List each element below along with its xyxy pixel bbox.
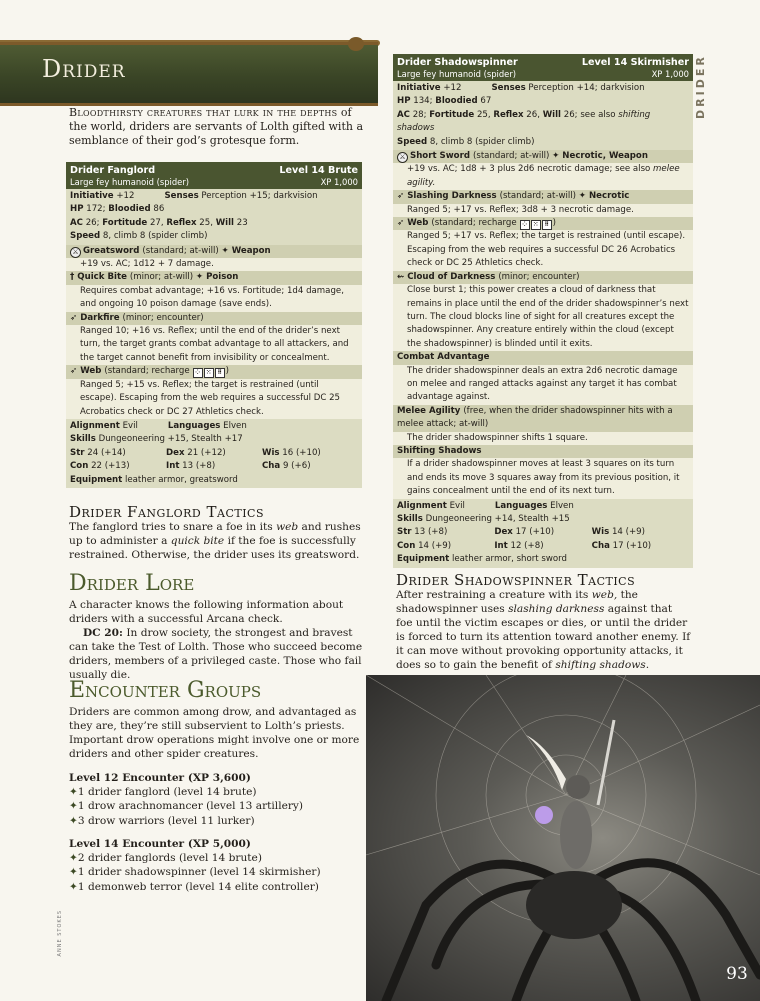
text: the shadowspinner uses: [396, 589, 638, 615]
languages-value: Elven: [223, 420, 247, 431]
con-label: Con: [397, 540, 416, 551]
die-5-icon: ⁙: [531, 220, 541, 230]
wis-label: Wis: [591, 527, 610, 538]
will-label: Will: [215, 217, 235, 228]
ref-value: 25,: [199, 217, 213, 228]
fort-value: 25,: [476, 109, 491, 120]
speed-value: 8, climb 8 (spider climb): [429, 136, 535, 147]
monster-name: Drider Fanglord: [70, 165, 156, 176]
text: if the foe is successfully restrained. Otherwise, the drider uses its greatsword.: [69, 535, 360, 561]
intro-lead: Bloodthirsty creatures that lurk in the depths: [69, 106, 338, 119]
intro-rest: of the world, driders are servants of Lolth gifted with a semblance of their god’s grotesque form.: [69, 106, 364, 147]
die-5-icon: ⁙: [204, 368, 214, 378]
lore-dc-text: In drow society, the strongest and bravest can take the Test of Lolth. Those who succeed become driders, members of a privileged caste. Those who fail usually die.: [69, 627, 363, 681]
lore-intro: A character knows the following information about driders with a successful Arcana check.: [69, 599, 344, 625]
senses-value: Perception +14; darkvision: [528, 83, 645, 93]
title-banner: [0, 42, 378, 106]
wis-value: 16 (+10): [282, 447, 321, 458]
alignment-label: Alignment: [397, 500, 447, 511]
hp-value: 172;: [86, 204, 106, 215]
senses-label: Senses: [491, 83, 526, 93]
list-item: ✦ 2 drider fanglords (level 14 brute): [69, 851, 365, 865]
int-value: 12 (+8): [510, 540, 544, 551]
power-keywords: Weapon: [231, 245, 271, 256]
artist-credit: ANNE STOKES: [57, 910, 63, 957]
power-desc: [393, 163, 693, 190]
lore-text: [69, 598, 365, 682]
int-value: 13 (+8): [182, 461, 216, 472]
encounter-title: Level 12 Encounter (XP 3,600): [69, 772, 251, 784]
monster-type: Large fey humanoid (spider): [70, 177, 190, 187]
intro-paragraph: [69, 106, 365, 148]
power-keywords: Necrotic: [588, 191, 630, 202]
power-short-sword: [393, 150, 693, 163]
text: The fanglord tries to snare a foe in its: [69, 521, 277, 533]
fort-label: Fortitude: [102, 217, 148, 228]
languages-value: Elven: [550, 500, 574, 511]
trait-shifting-shadows: Shifting Shadows: [393, 445, 693, 458]
monster-level: Level 14 Skirmisher: [581, 57, 689, 68]
ranged-icon: ➶: [70, 312, 78, 323]
page-number: 93: [726, 964, 748, 984]
power-keywords: Necrotic, Weapon: [562, 151, 648, 162]
cha-label: Cha: [591, 540, 610, 551]
power-name: Greatsword: [83, 245, 140, 256]
encounter-group-2: [69, 837, 365, 894]
power-greatsword: [66, 245, 362, 258]
str-value: 24 (+14): [87, 447, 126, 458]
dex-label: Dex: [166, 447, 185, 458]
str-label: Str: [397, 527, 412, 538]
equipment-label: Equipment: [70, 474, 123, 485]
side-tab-label: DRIDER: [694, 54, 707, 120]
trait-melee-agility: [393, 405, 693, 432]
hp-value: 134;: [413, 96, 433, 107]
skills-value: Dungeoneering +14, Stealth +15: [425, 514, 570, 524]
power-name: Cloud of Darkness: [407, 271, 496, 282]
encounter-title: Level 14 Encounter (XP 5,000): [69, 838, 251, 850]
power-desc: +19 vs. AC; 1d12 + 7 damage.: [66, 258, 362, 271]
text: +19 vs. AC; 1d8 + 3 plus 2d6 necrotic damage; see also: [407, 164, 654, 175]
speed-label: Speed: [397, 136, 428, 147]
fanglord-tactics-heading: Drider Fanglord Tactics: [69, 503, 265, 521]
list-item: ✦ 3 drow warriors (level 11 lurker): [69, 814, 365, 828]
monster-xp: XP 1,000: [320, 177, 358, 187]
encounter-group-1: [69, 771, 365, 828]
bloodied-label: Bloodied: [435, 96, 478, 107]
initiative-value: +12: [443, 83, 462, 93]
text: against that foe until the victim escapes or dies, or until the drider is forced to turn its attention toward another enemy. If it can move without provoking opportunity attacks, it does so to gain the benefit of: [396, 603, 691, 671]
lore-dc-label: DC 20:: [83, 627, 123, 639]
monster-name: Drider Shadowspinner: [397, 57, 518, 68]
text-italic: shifting shadows: [555, 659, 646, 671]
power-name: Short Sword: [410, 151, 470, 162]
encounter-intro: Driders are common among drow, and advantaged as they are, they’re still subservient to Lolth’s priests. Important drow operations might involve one or more driders and other spider creatures.: [69, 706, 360, 760]
hp-label: HP: [397, 96, 411, 107]
con-value: 22 (+13): [91, 461, 130, 472]
shadowspinner-tactics-text: [396, 588, 692, 672]
initiative-label: Initiative: [397, 83, 441, 93]
shadowspinner-stat-block: [393, 54, 693, 568]
power-desc: Close burst 1; this power creates a cloud of darkness that remains in place until the end of the drider shadowspinner’s next turn. The cloud blocks line of sight for all creatures except the shadowspinner. Any creature entirely within the cloud (except the shadowspinner) is blinded until it exits.: [393, 284, 693, 351]
dex-label: Dex: [494, 527, 513, 538]
power-desc: Ranged 5; +15 vs. Reflex; the target is restrained (until escape). Escaping from the web requires a successful DC 25 Acrobatics check or DC 27 Athletics check.: [66, 379, 362, 419]
bloodied-value: 67: [480, 96, 492, 107]
power-name: Quick Bite: [77, 272, 127, 283]
wis-value: 14 (+9): [611, 527, 645, 538]
die-4-icon: ⁘: [520, 220, 530, 230]
monster-xp: XP 1,000: [651, 69, 689, 79]
power-meta: (standard; at-will) ✦: [499, 191, 586, 202]
close-burst-icon: ⇜: [397, 271, 405, 282]
cha-label: Cha: [262, 461, 281, 472]
stat-footer: [66, 419, 362, 488]
equipment-value: leather armor, short sword: [451, 554, 567, 565]
alignment-value: Evil: [122, 420, 138, 431]
ranged-icon: ➶: [397, 218, 405, 229]
die-4-icon: ⁘: [193, 368, 203, 378]
trait-desc: The drider shadowspinner shifts 1 square.: [393, 432, 693, 445]
fanglord-tactics-text: [69, 520, 365, 562]
stat-defenses: [393, 81, 693, 150]
ac-value: 28;: [412, 109, 427, 120]
stat-header: [393, 54, 693, 81]
page-title: Drider: [42, 55, 126, 83]
power-meta: (standard; recharge: [104, 366, 190, 377]
drider-illustration: [366, 675, 760, 1001]
power-keywords: Poison: [206, 272, 239, 283]
power-web: ➶ Web (standard; recharge ⁘ ⁙ ⠿ ): [66, 365, 362, 378]
power-meta: (standard; at-will) ✦: [472, 151, 560, 162]
dex-value: 17 (+10): [515, 527, 555, 538]
power-meta: (standard; at-will) ✦: [142, 245, 229, 256]
will-value: 26;: [563, 109, 578, 120]
ac-label: AC: [397, 109, 410, 120]
con-value: 14 (+9): [418, 540, 452, 551]
text-italic: quick bite: [170, 535, 225, 547]
speed-value: 8, climb 8 (spider climb): [102, 231, 208, 242]
power-name: Web: [407, 218, 429, 229]
int-label: Int: [166, 461, 180, 472]
list-item: ✦ 1 drider shadowspinner (level 14 skirmisher): [69, 865, 365, 879]
speed-label: Speed: [70, 231, 101, 242]
text: .: [645, 659, 650, 671]
text-italic: melee agility.: [407, 164, 680, 188]
will-tail: see also: [577, 109, 619, 120]
will-value: 23: [236, 217, 248, 228]
str-label: Str: [70, 447, 85, 458]
hp-label: HP: [70, 204, 84, 215]
cha-value: 9 (+6): [282, 461, 311, 472]
alignment-label: Alignment: [70, 420, 120, 431]
ac-value: 26;: [85, 217, 100, 228]
banner-knob: [348, 37, 364, 51]
text: After restraining a creature with its: [396, 589, 592, 601]
fort-value: 27,: [149, 217, 164, 228]
text-italic: web,: [591, 589, 618, 601]
encounter-heading: Encounter Groups: [69, 678, 262, 703]
power-meta: (minor; encounter): [498, 271, 580, 282]
str-value: 13 (+8): [414, 527, 448, 538]
lore-heading: Drider Lore: [69, 571, 195, 596]
melee-icon: †: [70, 272, 75, 283]
list-item: ✦ 1 demonweb terror (level 14 elite controller): [69, 880, 365, 894]
languages-label: Languages: [167, 420, 221, 431]
skills-label: Skills: [70, 434, 96, 445]
text-italic: web: [276, 521, 299, 533]
dex-value: 21 (+12): [187, 447, 226, 458]
power-cloud-of-darkness: [393, 271, 693, 284]
ref-value: 26,: [526, 109, 540, 120]
trait-desc: If a drider shadowspinner moves at least 3 squares on its turn and ends its move 3 squares away from its previous position, it gains concealment until the end of its next turn.: [393, 458, 693, 498]
cha-value: 17 (+10): [612, 540, 652, 551]
bloodied-value: 86: [153, 204, 165, 215]
fanglord-stat-block: [66, 162, 362, 488]
power-slashing-darkness: [393, 190, 693, 203]
stat-header: [66, 162, 362, 189]
stat-defenses: [66, 189, 362, 245]
power-name: Darkfire: [80, 312, 120, 323]
languages-label: Languages: [494, 500, 548, 511]
equipment-label: Equipment: [397, 554, 450, 565]
list-item: ✦ 1 drider fanglord (level 14 brute): [69, 785, 365, 799]
skills-label: Skills: [397, 514, 423, 524]
trait-desc: The drider shadowspinner deals an extra 2d6 necrotic damage on melee and ranged attacks against any target it has combat advantage against.: [393, 365, 693, 405]
monster-level: Level 14 Brute: [279, 165, 358, 176]
list-item: ✦ 1 drow arachnomancer (level 13 artillery): [69, 799, 365, 813]
senses-value: Perception +15; darkvision: [201, 191, 318, 201]
power-darkfire: [66, 312, 362, 325]
skills-value: Dungeoneering +15, Stealth +17: [98, 434, 243, 445]
melee-basic-icon: ⚔: [70, 247, 81, 258]
power-web: ➶ Web (standard; recharge ⁘ ⁙ ⠿ ): [393, 217, 693, 230]
will-tail-italic: shifting shadows: [397, 109, 651, 134]
fort-label: Fortitude: [429, 109, 475, 120]
power-desc: Ranged 5; +17 vs. Reflex; the target is restrained (until escape). Escaping from the web requires a successful DC 26 Acrobatics check or DC 25 Athletics check.: [393, 230, 693, 270]
equipment-value: leather armor, greatsword: [124, 474, 238, 485]
trait-meta: (free, when the drider shadowspinner hits with a melee attack; at-will): [397, 405, 673, 430]
text: and rushes up to administer a: [69, 521, 361, 547]
power-desc: Requires combat advantage; +16 vs. Fortitude; 1d4 damage, and ongoing 10 poison damage (save ends).: [66, 285, 362, 312]
power-name: Web: [80, 366, 102, 377]
wis-label: Wis: [262, 447, 280, 458]
stat-footer: [393, 499, 693, 568]
will-label: Will: [542, 109, 562, 120]
monster-type: Large fey humanoid (spider): [397, 69, 517, 79]
trait-combat-advantage: Combat Advantage: [393, 351, 693, 364]
ranged-icon: ➶: [70, 366, 78, 377]
ref-label: Reflex: [493, 109, 524, 120]
power-meta: (minor; at-will) ✦: [129, 272, 204, 283]
power-meta: (standard; recharge: [431, 218, 517, 229]
spider-web-art: [366, 675, 760, 1001]
alignment-value: Evil: [449, 500, 465, 511]
con-label: Con: [70, 461, 89, 472]
power-desc: Ranged 10; +16 vs. Reflex; until the end of the drider’s next turn, the target grants combat advantage to all attackers, and the target cannot benefit from invisibility or concealment.: [66, 325, 362, 365]
power-quick-bite: [66, 271, 362, 284]
die-6-icon: ⠿: [542, 220, 552, 230]
power-meta: (minor; encounter): [122, 312, 204, 323]
ac-label: AC: [70, 217, 83, 228]
text-italic: slashing darkness: [508, 603, 605, 615]
melee-basic-icon: ⚔: [397, 152, 408, 163]
die-6-icon: ⠿: [215, 368, 225, 378]
ref-label: Reflex: [166, 217, 197, 228]
initiative-value: +12: [116, 191, 135, 201]
shadowspinner-tactics-heading: Drider Shadowspinner Tactics: [396, 571, 636, 589]
initiative-label: Initiative: [70, 191, 114, 201]
ranged-icon: ➶: [397, 191, 405, 202]
power-name: Slashing Darkness: [407, 191, 497, 202]
senses-label: Senses: [164, 191, 199, 201]
trait-name: Melee Agility: [397, 405, 461, 416]
power-desc: Ranged 5; +17 vs. Reflex; 3d8 + 3 necrotic damage.: [393, 204, 693, 217]
int-label: Int: [494, 540, 508, 551]
bloodied-label: Bloodied: [108, 204, 151, 215]
